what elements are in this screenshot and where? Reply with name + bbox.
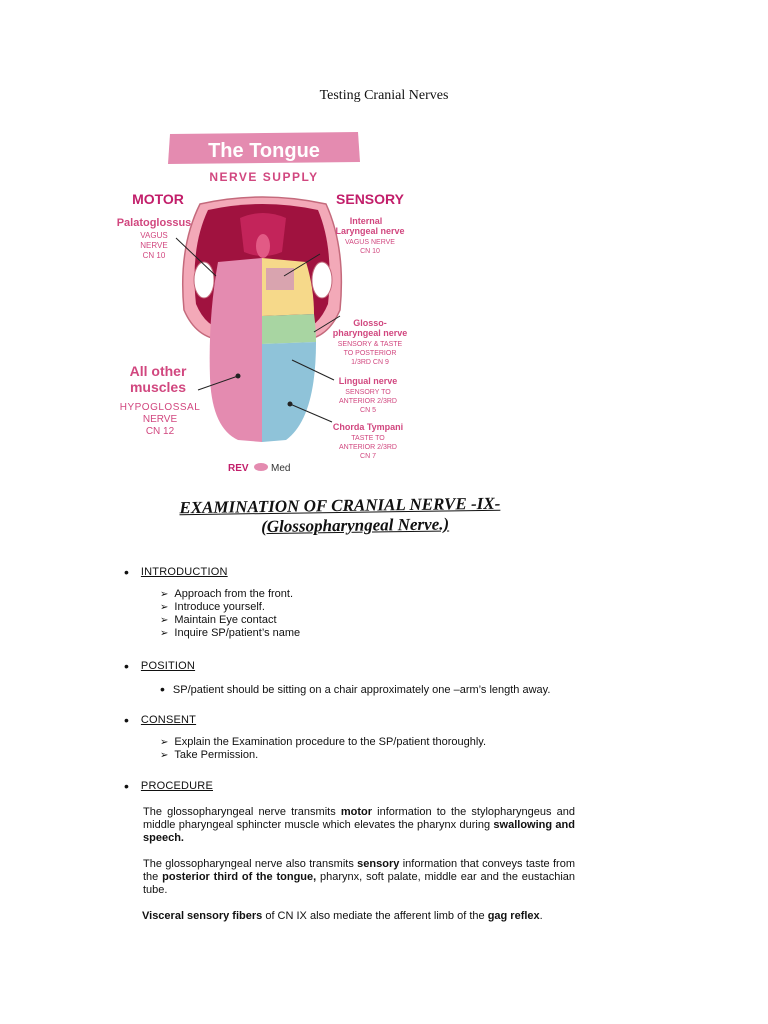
motor-heading: MOTOR bbox=[132, 191, 184, 207]
text-span: pharynx, soft palate, middle ear and the eustachian tube. bbox=[143, 871, 575, 896]
label-chorda-line3: CN 7 bbox=[360, 453, 376, 460]
label-glosso-line2: TO POSTERIOR bbox=[343, 350, 397, 357]
list-item bbox=[160, 614, 300, 627]
tongue-diagram bbox=[114, 128, 408, 480]
label-chorda-line2: ANTERIOR 2/3RD bbox=[339, 444, 397, 451]
list-item bbox=[160, 588, 300, 601]
label-glosso-line3: 1/3RD CN 9 bbox=[351, 359, 389, 366]
brand-logo-icon bbox=[254, 463, 268, 471]
introduction-list bbox=[160, 588, 300, 640]
sensory-heading: SENSORY bbox=[336, 191, 404, 207]
procedure-label: PROCEDURE bbox=[140, 780, 213, 792]
text-span: The glossopharyngeal nerve also transmits bbox=[143, 858, 358, 870]
bold-span: swallowing and speech. bbox=[143, 819, 575, 844]
bold-span: motor bbox=[340, 806, 373, 818]
list-item bbox=[160, 749, 486, 762]
tongue-left-half bbox=[210, 258, 262, 442]
label-muscles: muscles bbox=[129, 379, 187, 395]
bullet-icon: • bbox=[124, 563, 129, 580]
arrow-icon: ➢ bbox=[160, 737, 169, 748]
label-laryngeal: Laryngeal nerve bbox=[335, 226, 405, 236]
arrow-icon: ➢ bbox=[160, 750, 169, 761]
dot-hypoglossal bbox=[236, 374, 241, 379]
section-heading bbox=[124, 563, 300, 580]
procedure-paragraph-1 bbox=[143, 806, 575, 845]
label-lingual-line2: ANTERIOR 2/3RD bbox=[339, 398, 397, 405]
right-labels bbox=[333, 216, 408, 460]
label-pharyngeal-nerve: pharyngeal nerve bbox=[332, 328, 408, 338]
procedure-paragraph-2 bbox=[143, 858, 575, 897]
label-palatoglossus-line3: CN 10 bbox=[142, 251, 166, 260]
tongue-junction-zone bbox=[262, 314, 316, 344]
label-laryngeal-line2: CN 10 bbox=[360, 248, 380, 255]
label-hypoglossal-line2: NERVE bbox=[142, 414, 178, 425]
consent-list bbox=[160, 736, 486, 762]
section-heading bbox=[124, 711, 486, 728]
arrow-icon: ➢ bbox=[160, 589, 169, 600]
list-item-text: Introduce yourself. bbox=[174, 601, 265, 613]
text-span: of CN IX also mediate the afferent limb of the bbox=[262, 910, 488, 922]
bullet-icon: • bbox=[124, 711, 129, 728]
list-item-text: Inquire SP/patient’s name bbox=[174, 627, 301, 639]
text-span: information that conveys taste from the bbox=[143, 858, 576, 883]
section-position bbox=[124, 657, 551, 697]
label-laryngeal-line1: VAGUS NERVE bbox=[345, 239, 395, 246]
text-span: information to the stylopharyngeus and middle pharyngeal sphincter muscle which elevates the pharynx during bbox=[143, 806, 575, 831]
page-title: Testing Cranial Nerves bbox=[319, 88, 449, 103]
section-heading bbox=[124, 777, 213, 794]
brand-rev: REV bbox=[228, 463, 249, 474]
bullet-icon: • bbox=[124, 657, 129, 674]
list-item-text: Approach from the front. bbox=[174, 588, 294, 600]
label-lingual: Lingual nerve bbox=[338, 376, 398, 386]
arrow-icon: ➢ bbox=[160, 628, 169, 639]
consent-label: CONSENT bbox=[140, 714, 197, 726]
figure-subtitle: NERVE SUPPLY bbox=[209, 170, 319, 184]
bullet-icon: • bbox=[124, 777, 129, 794]
label-glosso: Glosso- bbox=[353, 318, 387, 328]
exam-title bbox=[160, 493, 521, 538]
bold-span: posterior third of the tongue, bbox=[162, 871, 317, 883]
list-item bbox=[160, 601, 300, 614]
label-palatoglossus-line2: NERVE bbox=[140, 241, 168, 250]
label-lingual-line3: CN 5 bbox=[360, 407, 376, 414]
position-text: SP/patient should be sitting on a chair approximately one –arm’s length away. bbox=[172, 684, 551, 696]
label-internal: Internal bbox=[349, 216, 383, 226]
bold-span: gag reflex bbox=[487, 910, 540, 922]
arrow-icon: ➢ bbox=[160, 615, 169, 626]
label-hypoglossal-line3: CN 12 bbox=[145, 426, 175, 437]
section-heading bbox=[124, 657, 550, 674]
list-item bbox=[160, 627, 300, 640]
text-span: . bbox=[539, 910, 543, 922]
exam-title-line1: EXAMINATION OF CRANIAL NERVE -IX- bbox=[179, 493, 501, 518]
tongue-anterior-two-thirds bbox=[262, 342, 316, 442]
left-tonsil bbox=[194, 262, 214, 298]
uvula bbox=[256, 234, 270, 258]
label-all-other: All other bbox=[129, 363, 187, 379]
arrow-icon: ➢ bbox=[160, 602, 169, 613]
position-item bbox=[160, 681, 551, 697]
label-palatoglossus: Palatoglossus bbox=[116, 217, 192, 229]
label-palatoglossus-line1: VAGUS bbox=[140, 231, 168, 240]
bullet-icon: • bbox=[160, 681, 165, 697]
section-procedure bbox=[124, 777, 213, 794]
list-item bbox=[160, 736, 486, 749]
laryngeal-area bbox=[266, 268, 294, 290]
label-chorda-line1: TASTE TO bbox=[351, 435, 385, 442]
list-item-text: Maintain Eye contact bbox=[174, 614, 277, 626]
exam-title-line2: (Glossopharyngeal Nerve.) bbox=[261, 514, 450, 537]
section-introduction bbox=[124, 563, 301, 640]
figure-title: The Tongue bbox=[208, 140, 320, 162]
list-item-text: Take Permission. bbox=[174, 749, 259, 761]
label-lingual-line1: SENSORY TO bbox=[345, 389, 391, 396]
label-glosso-line1: SENSORY & TASTE bbox=[337, 341, 403, 348]
section-consent bbox=[124, 711, 487, 762]
introduction-label: INTRODUCTION bbox=[140, 566, 228, 578]
brand-med: Med bbox=[271, 463, 291, 474]
label-hypoglossal-line1: HYPOGLOSSAL bbox=[119, 402, 201, 413]
label-chorda: Chorda Tympani bbox=[332, 422, 404, 432]
bold-span: Visceral sensory fibers bbox=[142, 910, 263, 922]
dot-chorda bbox=[288, 402, 293, 407]
bold-span: sensory bbox=[357, 858, 400, 870]
list-item-text: Explain the Examination procedure to the SP/patient thoroughly. bbox=[174, 736, 487, 748]
text-span: The glossopharyngeal nerve transmits bbox=[143, 806, 341, 818]
tongue-figure bbox=[114, 128, 408, 480]
right-tonsil bbox=[312, 262, 332, 298]
position-label: POSITION bbox=[140, 660, 196, 672]
procedure-paragraph-3 bbox=[142, 910, 574, 923]
